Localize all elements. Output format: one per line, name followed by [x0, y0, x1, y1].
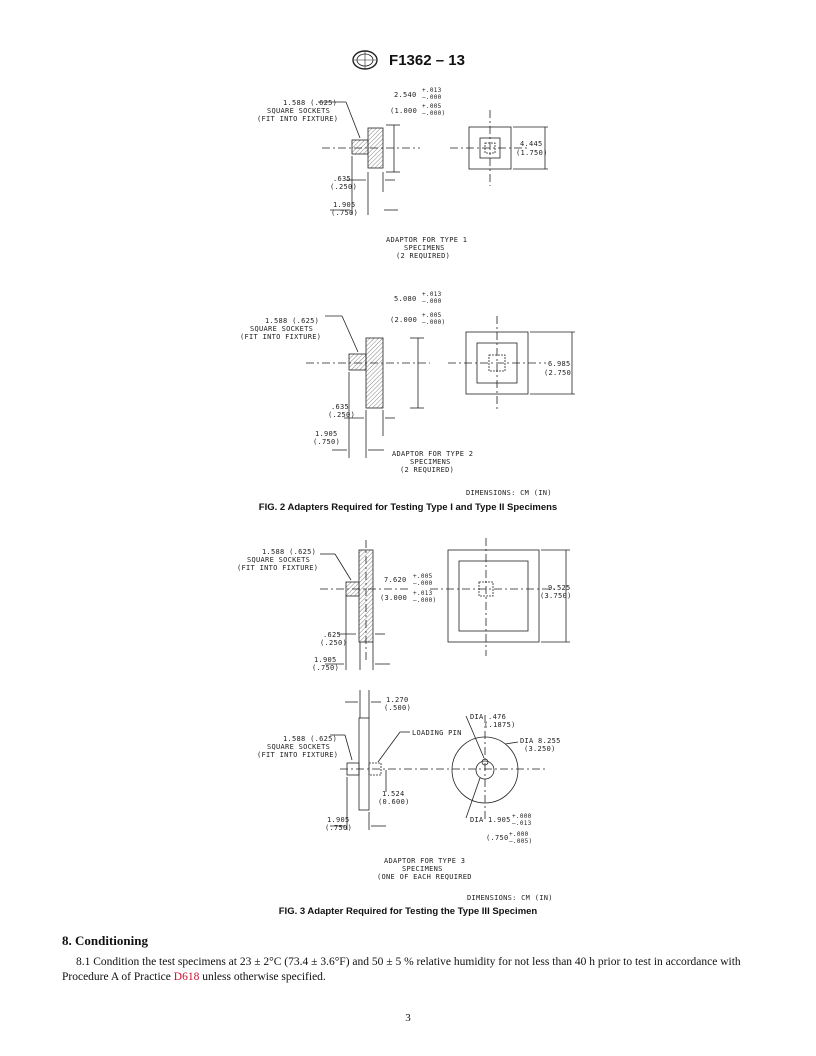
t3a-side: 9.525	[548, 584, 571, 592]
t2-thk: .635	[331, 403, 350, 411]
t3b-dia-small: DIA .476	[470, 713, 507, 721]
t3b-dia-mid-in-minus: –.005)	[509, 838, 533, 845]
t3b-top: 1.270	[386, 696, 409, 704]
t3a-depth-in: (.750)	[312, 664, 340, 672]
t3b-dia-large-in: (3.250)	[524, 745, 556, 753]
para-text-end: unless otherwise specified.	[199, 971, 326, 983]
t3b-dia-mid-in: (.750	[486, 834, 509, 842]
t1-socket-l1: 1.588 (.625)	[283, 99, 338, 107]
fig3-dim-note: DIMENSIONS: CM (IN)	[467, 894, 553, 902]
t1-title-l1: ADAPTOR FOR TYPE 1	[386, 236, 468, 244]
t3b-dia-mid: DIA 1.905	[470, 816, 511, 824]
document-id: F1362 – 13	[389, 51, 465, 69]
t1-depth: 1.905	[333, 201, 356, 209]
t2-title-l3: (2 REQUIRED)	[400, 466, 455, 474]
t3a-thk: .625	[323, 631, 342, 639]
t3a-side-in: (3.750)	[540, 592, 572, 600]
t3-title-l2: SPECIMENS	[402, 865, 443, 873]
t3b-depth: 1.905	[327, 816, 350, 824]
t1-width-in-plus: +.005	[422, 103, 442, 110]
fig3-drawing	[0, 530, 816, 902]
t3a-thk-in: (.250)	[320, 639, 348, 647]
t2-width-in: (2.000	[390, 316, 418, 324]
t3a-width-in-minus: –.000)	[413, 597, 437, 604]
t3a-width-in-plus: +.013	[413, 590, 433, 597]
t1-socket-l3: (FIT INTO FIXTURE)	[257, 115, 339, 123]
t3b-socket-l3: (FIT INTO FIXTURE)	[257, 751, 339, 759]
t3b-dia-mid-in-plus: +.000	[509, 831, 529, 838]
t3b-loading-pin: LOADING PIN	[412, 729, 462, 737]
t1-socket-l2: SQUARE SOCKETS	[267, 107, 331, 115]
d618-link[interactable]: D618	[173, 971, 200, 983]
t3b-dia-large: DIA 8.255	[520, 737, 561, 745]
t3-title-l3: (ONE OF EACH REQUIRED	[377, 873, 472, 881]
t3a-width-plus: +.005	[413, 573, 433, 580]
t3b-depth-in: (.750)	[325, 824, 353, 832]
fig2-caption: FIG. 2 Adapters Required for Testing Type I and Type II Specimens	[258, 502, 558, 513]
t3b-offset: 1.524	[382, 790, 405, 798]
t1-width-in: (1.000	[390, 107, 418, 115]
t1-side-in: (1.750)	[516, 149, 548, 157]
t2-socket-l3: (FIT INTO FIXTURE)	[240, 333, 322, 341]
t2-depth-in: (.750)	[313, 438, 341, 446]
t3a-width: 7.620	[384, 576, 407, 584]
t2-width-plus: +.013	[422, 291, 442, 298]
t2-socket-l2: SQUARE SOCKETS	[250, 325, 314, 333]
t3a-width-minus: –.000	[413, 580, 433, 587]
t1-width-minus: –.000	[422, 94, 442, 101]
t2-width-in-minus: –.000)	[422, 319, 446, 326]
t1-side: 4.445	[520, 140, 543, 148]
t3b-dia-small-in: (.1875)	[484, 721, 516, 729]
fig3-caption: FIG. 3 Adapter Required for Testing the Type III Specimen	[278, 906, 538, 917]
t2-title-l2: SPECIMENS	[410, 458, 451, 466]
t3b-socket-l1: 1.588 (.625)	[283, 735, 338, 743]
astm-logo	[351, 50, 379, 70]
t3a-socket-l3: (FIT INTO FIXTURE)	[237, 564, 319, 572]
t1-width-plus: +.013	[422, 87, 442, 94]
t1-width: 2.540	[394, 91, 417, 99]
t3b-top-in: (.500)	[384, 704, 412, 712]
t2-depth: 1.905	[315, 430, 338, 438]
page-header	[0, 50, 816, 70]
t3b-dia-mid-minus: –.013	[512, 820, 532, 827]
t1-depth-in: (.750)	[331, 209, 359, 217]
t2-title-l1: ADAPTOR FOR TYPE 2	[392, 450, 474, 458]
t1-title-l2: SPECIMENS	[404, 244, 445, 252]
fig2-dim-note: DIMENSIONS: CM (IN)	[466, 489, 552, 497]
page-number: 3	[405, 1012, 411, 1024]
t2-width-in-plus: +.005	[422, 312, 442, 319]
t2-side-in: (2.750	[544, 369, 572, 377]
t2-width: 5.080	[394, 295, 417, 303]
t1-title-l3: (2 REQUIRED)	[396, 252, 451, 260]
t3b-offset-in: (0.600)	[378, 798, 410, 806]
t3a-socket-l1: 1.588 (.625)	[262, 548, 317, 556]
t3b-dia-mid-plus: +.000	[512, 813, 532, 820]
t1-thk-in: (.250)	[330, 183, 358, 191]
section-paragraph	[62, 955, 756, 985]
t2-side: 6.985	[548, 360, 571, 368]
t3-title-l1: ADAPTOR FOR TYPE 3	[384, 857, 466, 865]
t3b-socket-l2: SQUARE SOCKETS	[267, 743, 331, 751]
t1-width-in-minus: –.000)	[422, 110, 446, 117]
t2-width-minus: –.000	[422, 298, 442, 305]
fig2-drawing	[0, 80, 816, 500]
t2-thk-in: (.250)	[328, 411, 356, 419]
section-heading: 8. Conditioning	[62, 933, 148, 948]
t3a-socket-l2: SQUARE SOCKETS	[247, 556, 311, 564]
t1-thk: .635	[333, 175, 352, 183]
t3a-width-in: (3.000	[380, 594, 408, 602]
t3a-depth: 1.905	[314, 656, 337, 664]
para-text: 8.1 Condition the test specimens at 23 ± 2°C (73.4 ± 3.6°F) and 50 ± 5 % relative humidity for not less than 40 h prior to test in accordance with Procedure A of Practice	[62, 956, 741, 983]
t2-socket-l1: 1.588 (.625)	[265, 317, 320, 325]
